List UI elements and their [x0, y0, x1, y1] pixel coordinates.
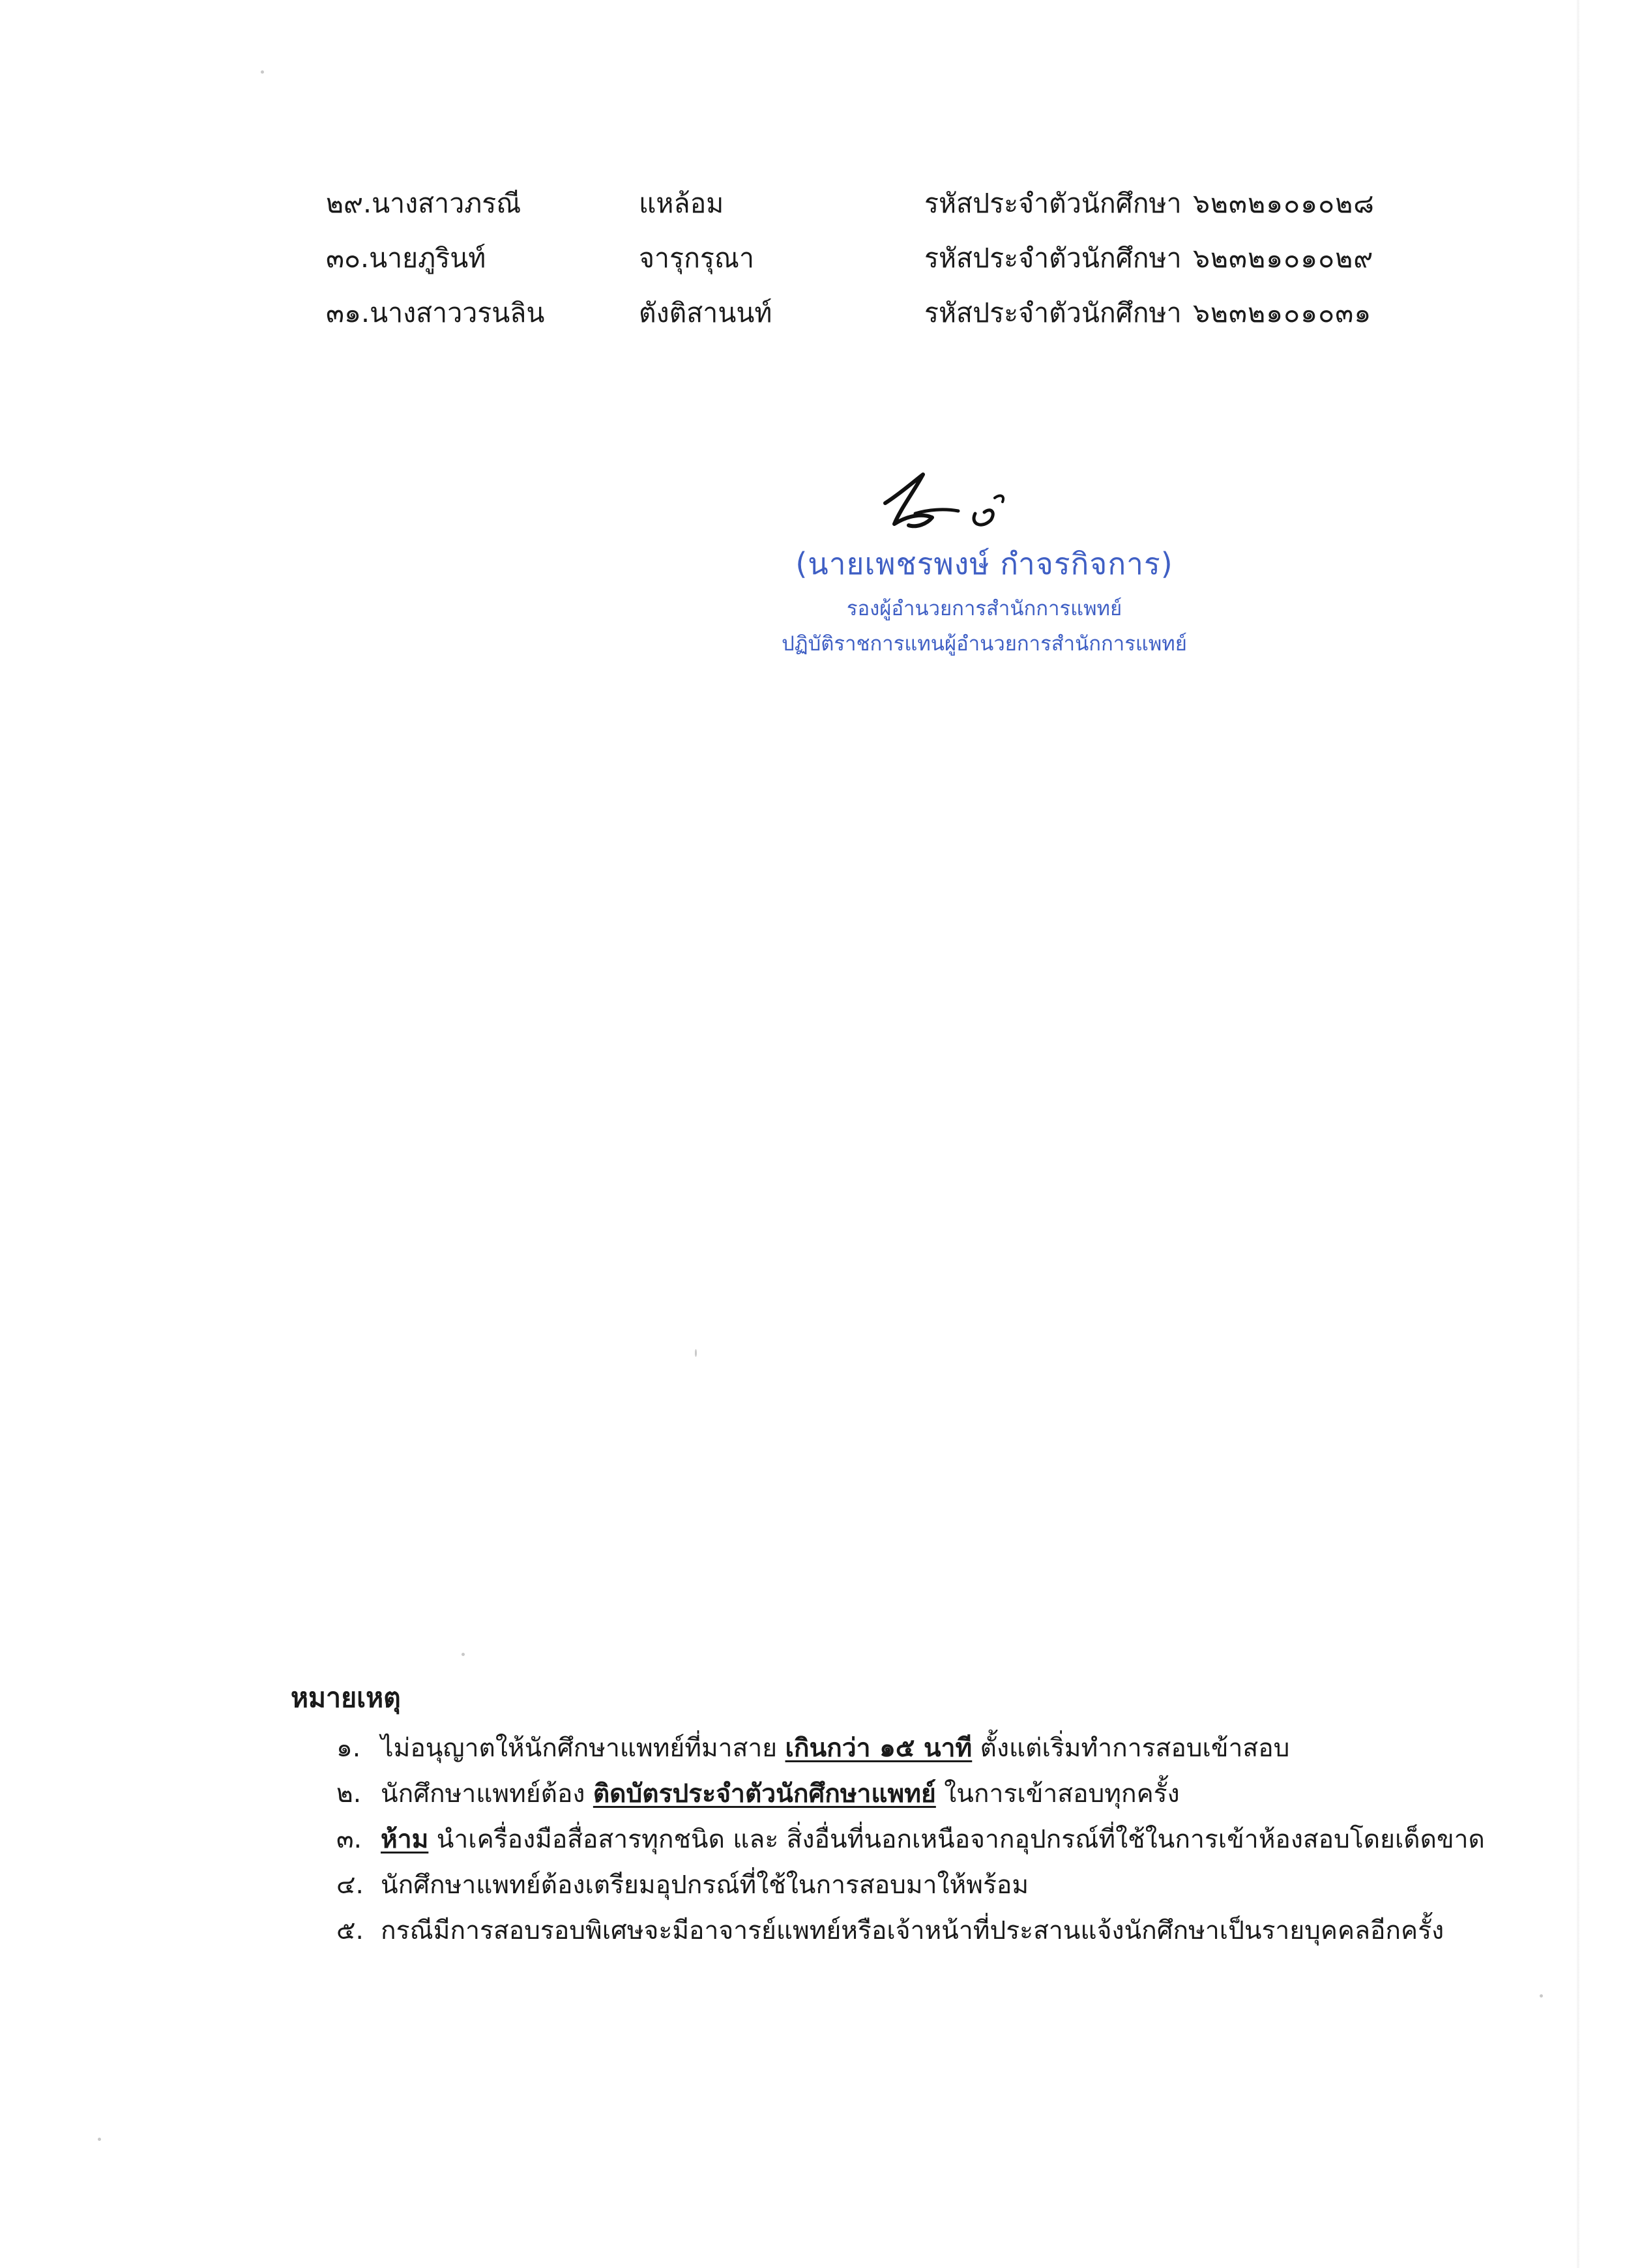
note-text: [381, 1726, 1289, 1771]
student-name: ๓๐.นายภูรินท์: [326, 242, 486, 274]
scan-speck: [695, 1349, 697, 1357]
student-id-code: ๖๒๓๒๑๐๑๐๓๑: [1193, 297, 1372, 328]
scan-speck: [1540, 1994, 1543, 1998]
note-text-part: ในการเข้าสอบทุกครั้ง: [935, 1779, 1180, 1809]
note-number: ๒.: [336, 1779, 362, 1809]
note-text: [381, 1908, 1444, 1954]
note-text-part: นำเครื่องมือสื่อสารทุกชนิด และ สิ่งอื่นที่นอกเหนือจากอุปกรณ์ที่ใช้ในการเข้าห้องสอบโดยเด็ดขาด: [428, 1825, 1485, 1854]
note-item: [291, 1817, 1485, 1863]
note-text-part: กรณีมีการสอบรอบพิเศษจะมีอาจารย์แพทย์หรือเจ้าหน้าที่ประสานแจ้งนักศึกษาเป็นรายบุคคลอีกครั้ง: [381, 1916, 1444, 1945]
signature-block: [678, 541, 1291, 661]
note-number: ๑.: [336, 1734, 361, 1763]
student-surname: ตังติสานนท์: [639, 297, 772, 328]
note-text-part: นักศึกษาแพทย์ต้อง: [381, 1779, 593, 1809]
note-item: [291, 1771, 1451, 1817]
student-name: ๒๙.นางสาวภรณี: [326, 188, 521, 219]
note-emphasis: ห้าม: [381, 1825, 429, 1854]
note-text-part: นักศึกษาแพทย์ต้องเตรียมอุปกรณ์ที่ใช้ในการสอบมาให้พร้อม: [381, 1870, 1029, 1900]
scan-speck: [98, 2138, 101, 2141]
student-roster: [326, 176, 1408, 340]
signatory-name: (นายเพชรพงษ์ กำจรกิจการ): [795, 546, 1173, 581]
note-text-part: ไม่อนุญาตให้นักศึกษาแพทย์ที่มาสาย: [381, 1734, 785, 1763]
student-id-code: ๖๒๓๒๑๐๑๐๒๙: [1193, 242, 1374, 274]
note-item: [291, 1908, 1451, 1954]
note-text: [381, 1863, 1029, 1908]
note-number: ๔.: [336, 1870, 364, 1900]
roster-row: [326, 176, 1408, 231]
note-number: ๕.: [336, 1916, 364, 1945]
student-id-label: รหัสประจำตัวนักศึกษา: [924, 188, 1182, 219]
note-item: [291, 1726, 1451, 1771]
scan-speck: [462, 1653, 465, 1656]
note-text: [381, 1771, 1180, 1817]
roster-row: [326, 231, 1408, 285]
scan-speck: [261, 70, 264, 74]
note-text: [381, 1817, 1485, 1863]
student-id-code: ๖๒๓๒๑๐๑๐๒๘: [1193, 188, 1375, 219]
student-surname: จารุกรุณา: [639, 242, 754, 274]
student-name: ๓๑.นางสาววรนลิน: [326, 297, 545, 328]
scan-edge-shadow: [1576, 0, 1580, 2268]
student-id-label: รหัสประจำตัวนักศึกษา: [924, 297, 1182, 328]
student-surname: แหล้อม: [639, 188, 724, 219]
note-text-part: ตั้งแต่เริ่มทำการสอบเข้าสอบ: [972, 1734, 1290, 1763]
note-number: ๓.: [336, 1825, 362, 1854]
notes-section: [291, 1675, 1485, 1954]
note-emphasis: เกินกว่า ๑๕ นาที: [785, 1734, 973, 1763]
notes-heading: หมายเหตุ: [291, 1682, 401, 1713]
note-item: [291, 1863, 1451, 1908]
student-id-label: รหัสประจำตัวนักศึกษา: [924, 242, 1182, 274]
signatory-position: รองผู้อำนวยการสำนักการแพทย์: [846, 597, 1122, 620]
note-emphasis: ติดบัตรประจำตัวนักศึกษาแพทย์: [593, 1779, 936, 1809]
roster-row: [326, 285, 1408, 340]
signatory-acting-position: ปฏิบัติราชการแทนผู้อำนวยการสำนักการแพทย์: [782, 632, 1187, 656]
handwritten-signature: [860, 469, 1030, 541]
